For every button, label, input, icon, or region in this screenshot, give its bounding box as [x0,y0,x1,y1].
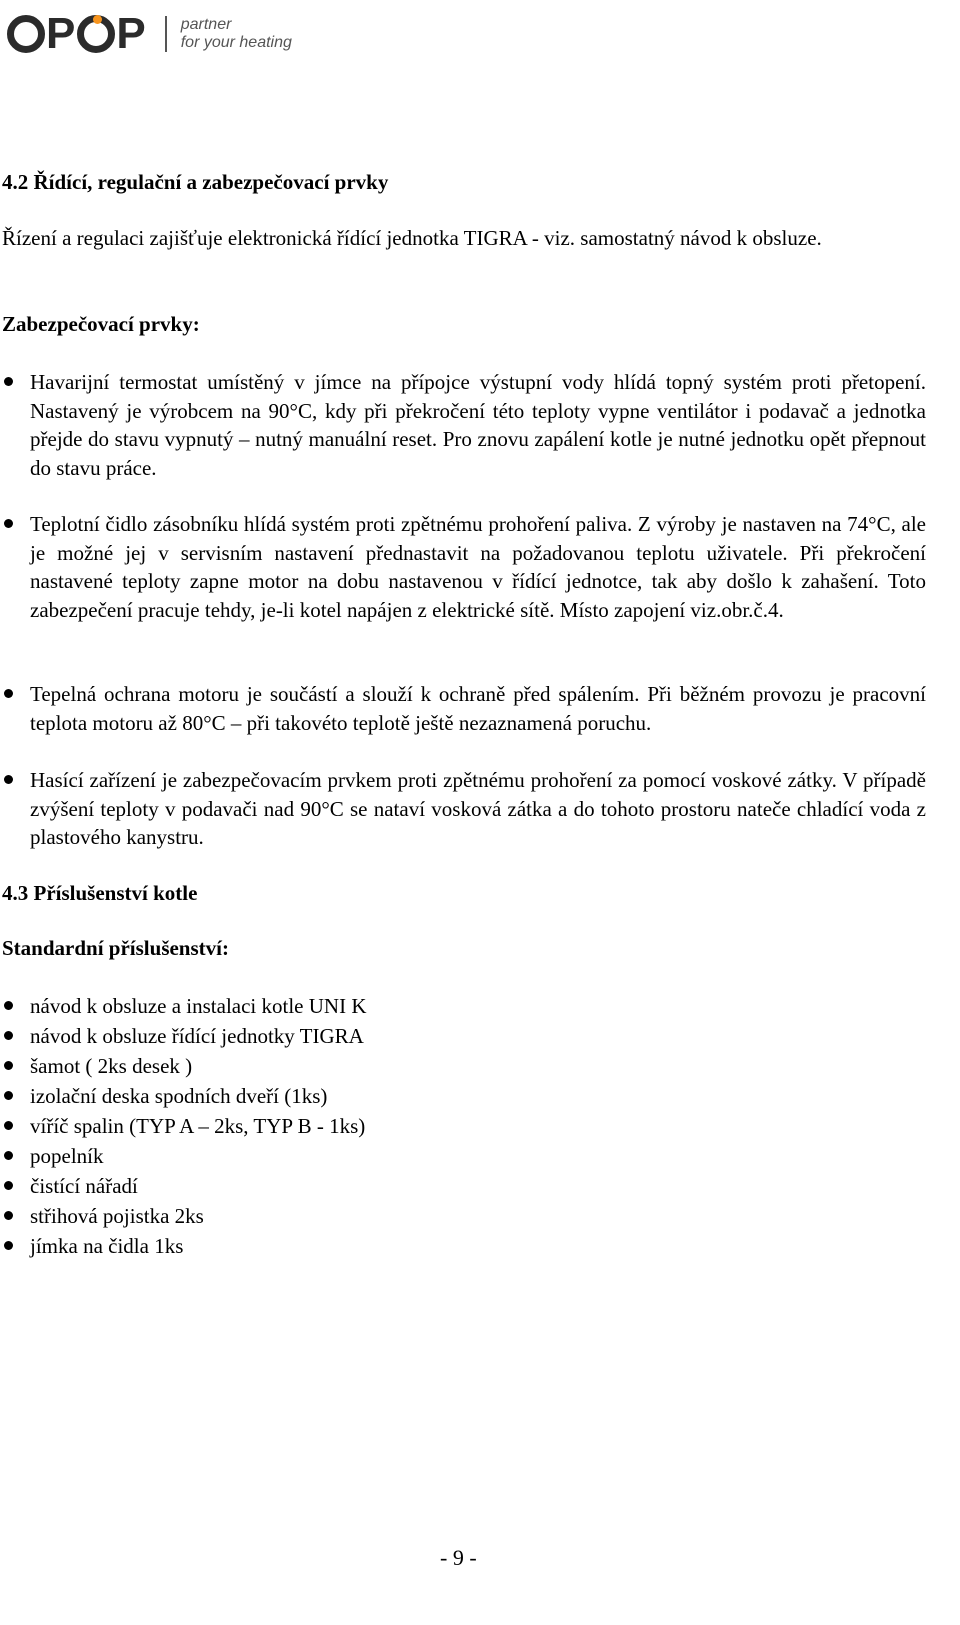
standard-accessories-subheading: Standardní příslušenství: [2,936,229,960]
list-item-text: Hasící zařízení je zabezpečovacím prvkem proti zpětnému prohoření za pomocí voskové zátky. V případě zvýšení teploty v podavači nad 90°C se nataví vosková zátka a do tohoto prostoru nateče chladící voda z plastového kanystru. [30,768,926,849]
list-item-text: šamot ( 2ks desek ) [30,1054,193,1078]
bullet-icon [4,689,13,698]
bullet-icon [4,1091,13,1100]
bullet-icon [4,1151,13,1160]
safety-elements-subheading: Zabezpečovací prvky: [2,312,200,336]
bullet-icon [4,1061,13,1070]
list-item [0,1141,700,1171]
list-item [0,1051,700,1081]
section-heading-4-2: 4.2 Řídící, regulační a zabezpečovací prvky [2,170,389,194]
logo-letter-o-icon [7,15,45,53]
logo-letter-o-accent-icon [77,15,115,53]
list-item [0,1201,700,1231]
section-heading-4-3: 4.3 Příslušenství kotle [2,881,198,905]
bullet-icon [4,1181,13,1190]
logo-divider [165,16,167,52]
list-item-text: izolační deska spodních dveří (1ks) [30,1084,328,1108]
list-item [0,1021,700,1051]
bullet-icon [4,1211,13,1220]
bullet-icon [4,519,13,528]
intro-paragraph: Řízení a regulaci zajišťuje elektronická řídící jednotka TIGRA - viz. samostatný návod k obsluze. [2,226,822,250]
bullet-icon [4,1121,13,1130]
list-item [0,1171,700,1201]
safety-item-motor-protection [0,680,926,737]
list-item-text: návod k obsluze řídící jednotky TIGRA [30,1024,364,1048]
list-item-text: Tepelná ochrana motoru je součástí a slouží k ochraně před spálením. Při běžném provozu je pracovní teplota motoru až 80°C – při takovéto teplotě ještě nezaznamená poruchu. [30,682,926,735]
list-item-text: jímka na čidla 1ks [30,1234,184,1258]
accessories-list [0,991,700,1261]
safety-item-hopper-sensor [0,510,926,624]
logo-tagline-line1: partner [180,16,232,33]
bullet-icon [4,775,13,784]
list-item-text: střihová pojistka 2ks [30,1204,204,1228]
list-item-text: čistící nářadí [30,1174,138,1198]
list-item-text: popelník [30,1144,104,1168]
bullet-icon [4,1001,13,1010]
page-number: - 9 - [440,1545,477,1570]
list-item [0,1111,700,1141]
safety-item-extinguishing-device [0,766,926,852]
safety-item-emergency-thermostat [0,368,926,482]
list-item [0,991,700,1021]
bullet-icon [4,377,13,386]
company-logo [6,8,292,60]
list-item-text: Havarijní termostat umístěný v jímce na přípojce výstupní vody hlídá topný systém proti přetopení. Nastavený je výrobcem na 90°C, kdy při překročení této teploty vypne ventilátor i podavač a jednotka přejde do stavu vypnutý – nutný manuální reset. Pro znovu zapálení kotle je nutné jednotku opět přepnout do stavu práce. [30,370,926,480]
logo-tagline [181,16,292,52]
list-item [0,1231,700,1261]
list-item-text: víříč spalin (TYP A – 2ks, TYP B - 1ks) [30,1114,366,1138]
logo-wordmark: P P [6,12,147,56]
bullet-icon [4,1241,13,1250]
list-item-text: Teplotní čidlo zásobníku hlídá systém proti zpětnému prohoření paliva. Z výroby je nastaven na 74°C, ale je možné jej v servisním nastavení přednastavit na požadovanou teplotu uživatele. Při překročení nastavené teploty zapne motor na dobu nastavenou v řídící jednotce, tak aby došlo k zahašení. Toto zabezpečení pracuje tehdy, je-li kotel napájen z elektrické sítě. Místo zapojení viz.obr.č.4. [30,512,926,622]
bullet-icon [4,1031,13,1040]
logo-tagline-line2: for your heating [180,34,292,51]
list-item-text: návod k obsluze a instalaci kotle UNI K [30,994,367,1018]
list-item [0,1081,700,1111]
